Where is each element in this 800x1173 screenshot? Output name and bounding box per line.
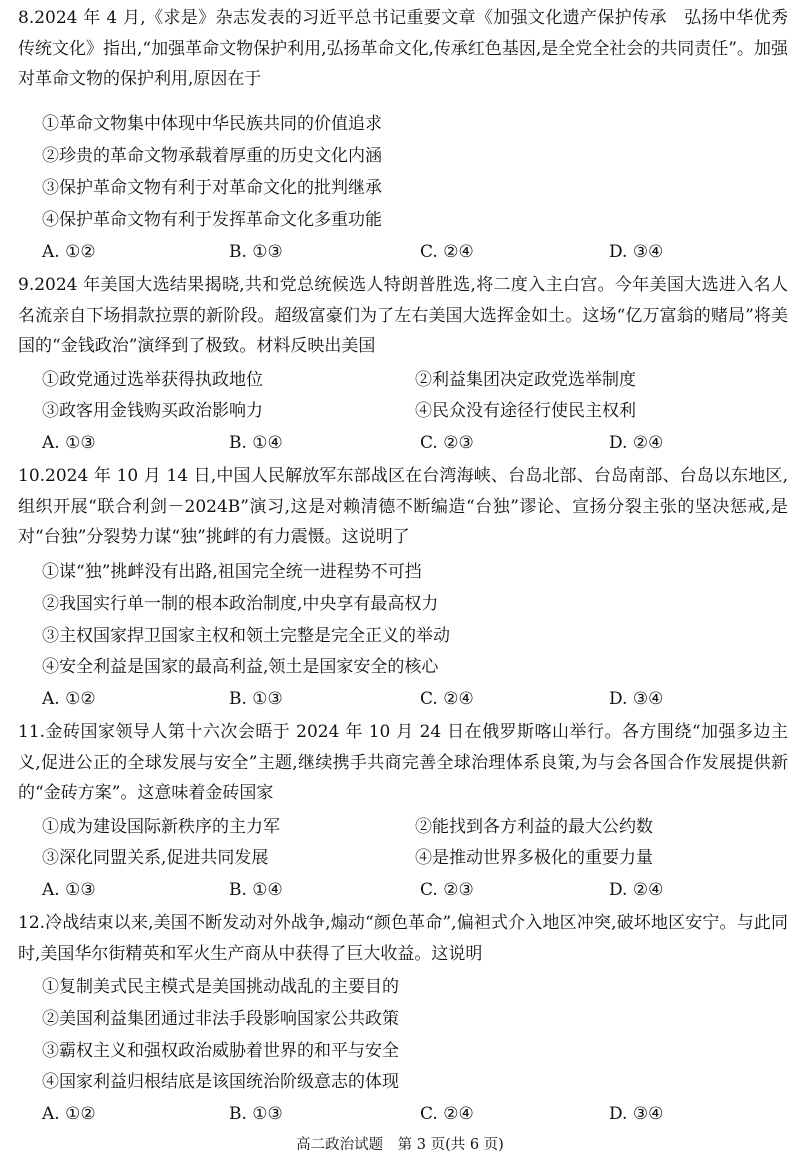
choice-b[interactable]: B. ①③ <box>229 242 283 262</box>
choice-b[interactable]: B. ①③ <box>229 689 283 709</box>
option-1: ①革命文物集中体现中华民族共同的价值追求 <box>42 114 382 134</box>
option-2: ②能找到各方利益的最大公约数 <box>415 817 653 837</box>
choice-b[interactable]: B. ①④ <box>229 880 283 900</box>
choice-a[interactable]: A. ①② <box>42 242 96 262</box>
choice-b[interactable]: B. ①③ <box>229 1104 283 1124</box>
choice-c[interactable]: C. ②④ <box>420 1104 474 1124</box>
choice-d[interactable]: D. ②④ <box>609 880 664 900</box>
answer-choices <box>42 237 782 267</box>
choice-a[interactable]: A. ①② <box>42 689 96 709</box>
option-3: ③深化同盟关系,促进共同发展 <box>42 848 269 868</box>
choice-a[interactable]: A. ①③ <box>42 433 96 453</box>
option-3: ③主权国家捍卫国家主权和领土完整是完全正义的举动 <box>42 626 450 646</box>
option-1: ①复制美式民主模式是美国挑动战乱的主要目的 <box>42 977 399 997</box>
answer-choices <box>42 1099 782 1129</box>
option-4: ④国家利益归根结底是该国统治阶级意志的体现 <box>42 1072 399 1092</box>
choice-d[interactable]: D. ③④ <box>609 689 664 709</box>
choice-d[interactable]: D. ③④ <box>609 1104 664 1124</box>
question-stem: 8.2024 年 4 月,《求是》杂志发表的习近平总书记重要文章《加强文化遗产保护传承 弘扬中华优秀传统文化》指出,“加强革命文物保护利用,弘扬革命文化,传承红色基因,是全党全社会的共同责任”。加强对革命文物的保护利用,原因在于 <box>18 8 788 89</box>
answer-choices <box>42 428 782 458</box>
choice-c[interactable]: C. ②④ <box>420 242 474 262</box>
choice-d[interactable]: D. ②④ <box>609 433 664 453</box>
answer-choices <box>42 875 782 905</box>
page-footer: 高二政治试题 第 3 页(共 6 页) <box>296 1137 504 1153</box>
option-3: ③霸权主义和强权政治威胁着世界的和平与安全 <box>42 1041 399 1061</box>
option-4: ④民众没有途径行使民主权利 <box>415 401 636 421</box>
option-3: ③保护革命文物有利于对革命文化的批判继承 <box>42 178 382 198</box>
option-2: ②珍贵的革命文物承载着厚重的历史文化内涵 <box>42 146 382 166</box>
option-1: ①成为建设国际新秩序的主力军 <box>42 817 280 837</box>
choice-c[interactable]: C. ②③ <box>420 433 474 453</box>
option-3: ③政客用金钱购买政治影响力 <box>42 401 263 421</box>
choice-b[interactable]: B. ①④ <box>229 433 283 453</box>
question-stem: 9.2024 年美国大选结果揭晓,共和党总统候选人特朗普胜选,将二度入主白宫。今年美国大选进入名人名流亲自下场捐款拉票的新阶段。超级富豪们为了左右美国大选挥金如土。这场“亿万富翁的赌局”将美国的“金钱政治”演绎到了极致。材料反映出美国 <box>18 275 788 356</box>
option-1: ①政党通过选举获得执政地位 <box>42 370 263 390</box>
choice-c[interactable]: C. ②④ <box>420 689 474 709</box>
option-2: ②利益集团决定政党选举制度 <box>415 370 636 390</box>
choice-a[interactable]: A. ①② <box>42 1104 96 1124</box>
option-4: ④安全利益是国家的最高利益,领土是国家安全的核心 <box>42 657 439 677</box>
choice-d[interactable]: D. ③④ <box>609 242 664 262</box>
option-2: ②我国实行单一制的根本政治制度,中央享有最高权力 <box>42 594 439 614</box>
option-4: ④保护革命文物有利于发挥革命文化多重功能 <box>42 210 382 230</box>
choice-c[interactable]: C. ②③ <box>420 880 474 900</box>
choice-a[interactable]: A. ①③ <box>42 880 96 900</box>
question-stem: 11.金砖国家领导人第十六次会晤于 2024 年 10 月 24 日在俄罗斯喀山举行。各方围绕“加强多边主义,促进公正的全球发展与安全”主题,继续携手共商完善全球治理体系良策,为与会各国合作发展提供新的“金砖方案”。这意味着金砖国家 <box>18 722 788 803</box>
question-stem: 10.2024 年 10 月 14 日,中国人民解放军东部战区在台湾海峡、台岛北部、台岛南部、台岛以东地区,组织开展“联合利剑－2024B”演习,这是对赖清德不断编造“台独”谬论、宣扬分裂主张的坚决惩戒,是对“台独”分裂势力谋“独”挑衅的有力震慑。这说明了 <box>18 466 788 547</box>
option-1: ①谋“独”挑衅没有出路,祖国完全统一进程势不可挡 <box>42 562 422 582</box>
answer-choices <box>42 684 782 714</box>
question-stem: 12.冷战结束以来,美国不断发动对外战争,煽动“颜色革命”,偏袒式介入地区冲突,破坏地区安宁。与此同时,美国华尔街精英和军火生产商从中获得了巨大收益。这说明 <box>18 913 788 964</box>
option-4: ④是推动世界多极化的重要力量 <box>415 848 653 868</box>
option-2: ②美国利益集团通过非法手段影响国家公共政策 <box>42 1009 399 1029</box>
